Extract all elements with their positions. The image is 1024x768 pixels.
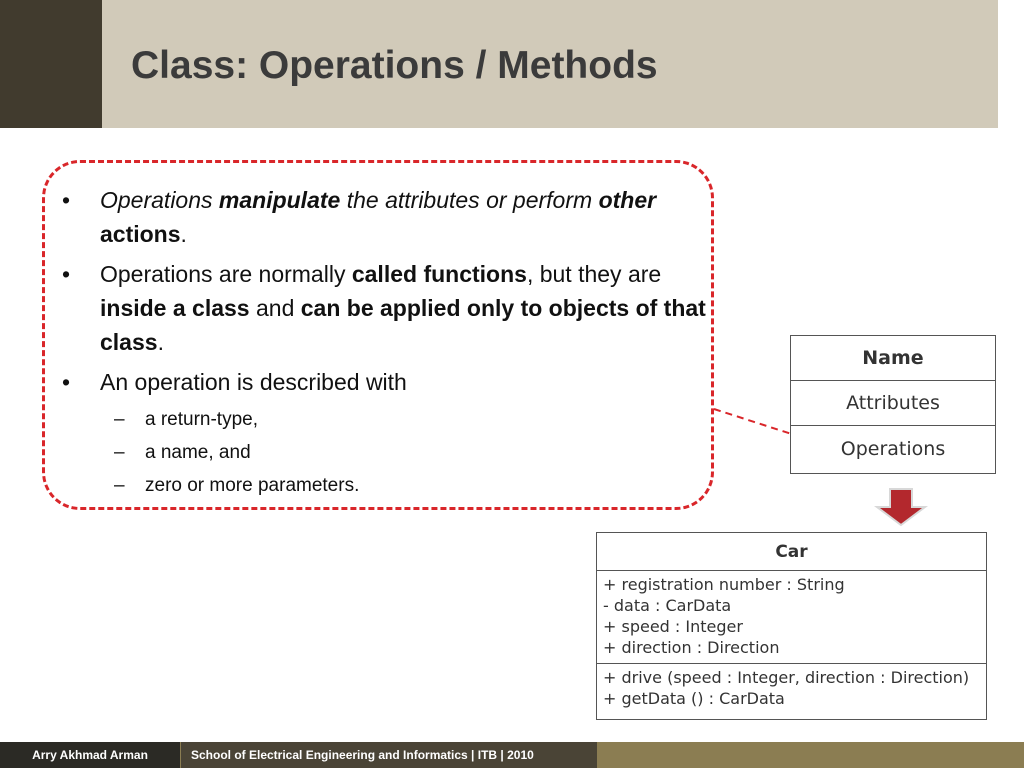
bullet-text: Operations are normally <box>100 261 352 287</box>
uml-name-compartment: Name <box>791 336 995 381</box>
dash-marker: – <box>114 475 125 496</box>
bullet-text: , but they are <box>526 261 662 287</box>
bullet-text: and <box>249 295 301 321</box>
sub-bullet-list <box>100 403 712 502</box>
header-dark-block <box>0 0 102 128</box>
footer-author: Arry Akhmad Arman <box>0 742 180 768</box>
bullet-item <box>62 257 712 359</box>
bullet-text-bold: can be applied only to objects of that class <box>100 295 706 355</box>
uml-attribute: + registration number : String <box>603 575 845 594</box>
uml-attributes-compartment: Attributes <box>791 381 995 426</box>
bullet-list <box>62 183 712 508</box>
bullet-text: . <box>180 221 187 247</box>
uml-operation: + getData () : CarData <box>603 689 785 708</box>
uml-class-template <box>790 335 996 474</box>
bullet-dot: • <box>62 369 71 395</box>
uml-attribute: + speed : Integer <box>603 617 743 636</box>
dash-marker: – <box>114 409 125 430</box>
uml-attribute: + direction : Direction <box>603 638 780 657</box>
bullet-text-bold: manipulate <box>218 187 341 213</box>
uml-operations-compartment: Operations <box>840 437 946 460</box>
slide-title: Class: Operations / Methods <box>131 44 658 87</box>
uml-car-operations <box>597 664 986 712</box>
bullet-dot: • <box>62 187 71 213</box>
dash-marker: – <box>114 442 125 463</box>
bullet-text: . <box>157 329 164 355</box>
uml-car-name: Car <box>597 533 986 571</box>
bullet-text-bold: called functions <box>351 261 527 287</box>
bullet-item <box>62 183 712 251</box>
uml-operation: + drive (speed : Integer, direction : Direction) <box>603 668 970 687</box>
bullet-text: Operations <box>100 187 219 213</box>
bullet-text: An operation is described with <box>100 369 407 395</box>
bullet-text-bold: actions <box>100 221 181 247</box>
bullet-text: the attributes or perform <box>340 187 599 213</box>
bullet-dot: • <box>62 261 71 287</box>
down-arrow-icon <box>874 487 928 527</box>
sub-bullet-item <box>100 403 712 436</box>
uml-attribute: - data : CarData <box>603 596 732 615</box>
sub-bullet-text: a name, and <box>145 442 251 463</box>
bullet-item <box>62 365 712 502</box>
sub-bullet-text: zero or more parameters. <box>145 475 360 496</box>
uml-class-car <box>596 532 987 720</box>
sub-bullet-item <box>100 469 712 502</box>
sub-bullet-item <box>100 436 712 469</box>
sub-bullet-text: a return-type, <box>145 409 258 430</box>
uml-car-attributes <box>597 571 986 664</box>
bullet-text-bold: other <box>598 187 657 213</box>
footer-institution: School of Electrical Engineering and Informatics | ITB | 2010 <box>181 742 597 768</box>
bullet-text-bold: inside a class <box>100 295 250 321</box>
